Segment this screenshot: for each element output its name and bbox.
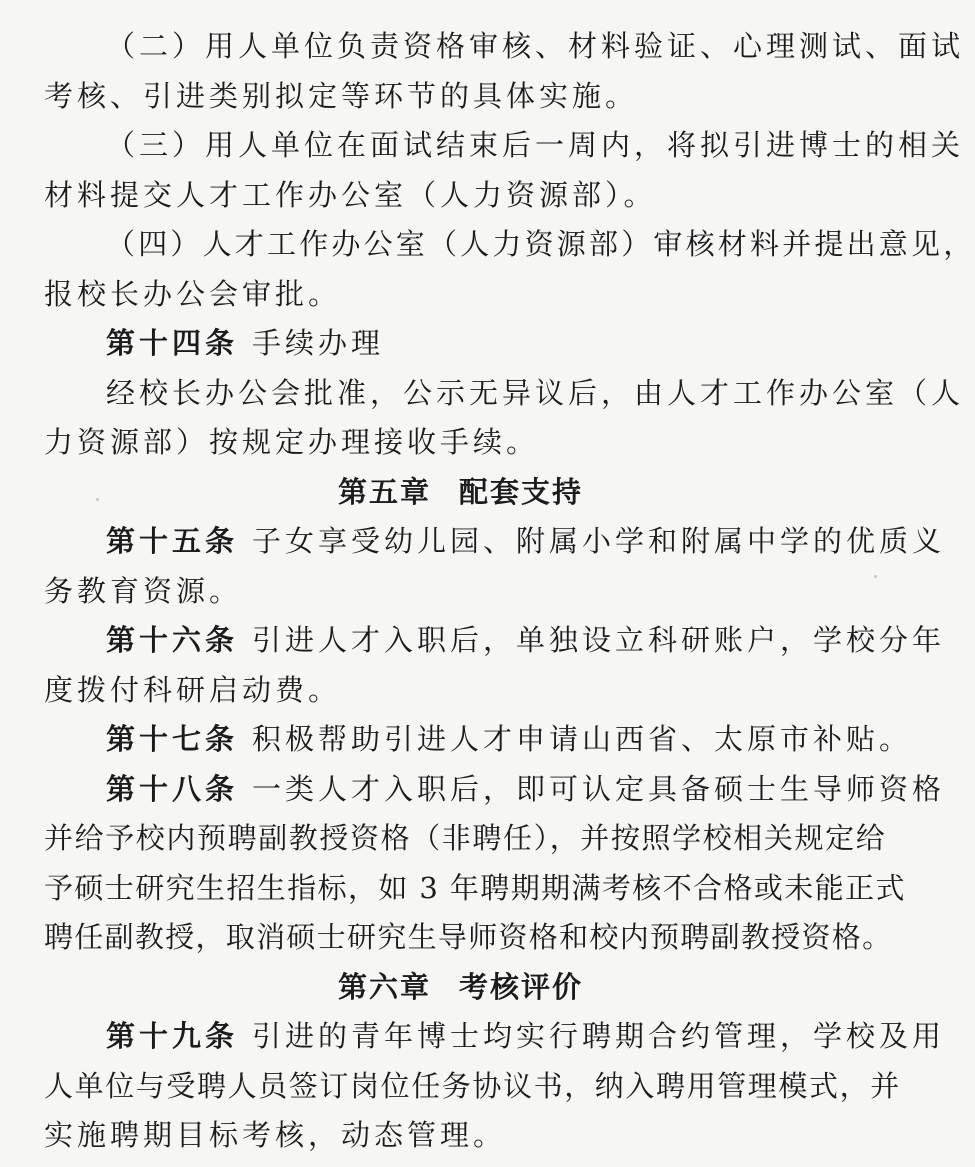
chapter-5-title: 配套支持 bbox=[459, 474, 584, 509]
article-17-label: 第十七条 bbox=[106, 722, 239, 756]
article-19 bbox=[44, 1012, 946, 1062]
chapter-6-number: 第六章 bbox=[337, 969, 431, 1004]
scan-speck bbox=[96, 498, 99, 501]
article-16 bbox=[44, 616, 946, 666]
scan-speck bbox=[874, 575, 877, 578]
article-15 bbox=[44, 517, 946, 567]
paragraph-line: 度拨付科研启动费。 bbox=[44, 672, 342, 707]
article-14-title: 手续办理 bbox=[252, 326, 385, 360]
chapter-5-number: 第五章 bbox=[337, 474, 431, 509]
paragraph-line: 予硕士研究生招生指标，如 3 年聘期期满考核不合格或未能正式 bbox=[44, 870, 906, 905]
paragraph-line: 聘任副教授，取消硕士研究生导师资格和校内预聘副教授资格。 bbox=[44, 920, 893, 954]
chapter-5-heading bbox=[44, 468, 887, 518]
article-16-text: 引进人才入职后，单独设立科研账户，学校分年 bbox=[252, 623, 946, 657]
chapter-6-title: 考核评价 bbox=[459, 969, 584, 1004]
paragraph-line: 经校长办公会批准，公示无异议后，由人才工作办公室（人 bbox=[106, 375, 965, 410]
article-17-text: 积极帮助引进人才申请山西省、太原市补贴。 bbox=[252, 722, 913, 756]
paragraph-line: 考核、引进类别拟定等环节的具体实施。 bbox=[44, 78, 639, 113]
paragraph-line: 报校长办公会审批。 bbox=[44, 276, 342, 311]
paragraph-line: （四）人才工作办公室（人力资源部）审核材料并提出意见， bbox=[106, 227, 975, 261]
paragraph-line: 力资源部）按规定办理接收手续。 bbox=[44, 425, 540, 459]
article-16-label: 第十六条 bbox=[106, 623, 239, 657]
article-18-label: 第十八条 bbox=[106, 771, 239, 806]
paragraph-line: 务教育资源。 bbox=[44, 573, 243, 608]
article-14-heading bbox=[44, 319, 887, 369]
article-15-label: 第十五条 bbox=[106, 524, 239, 558]
article-14-label: 第十四条 bbox=[106, 326, 239, 360]
paragraph-line: 人单位与受聘人员签订岗位任务协议书，纳入聘用管理模式，并 bbox=[44, 1068, 901, 1103]
article-18 bbox=[44, 765, 946, 815]
article-19-label: 第十九条 bbox=[106, 1019, 239, 1053]
paragraph-line: 实施聘期目标考核，动态管理。 bbox=[44, 1118, 507, 1152]
paragraph-line: 材料提交人才工作办公室（人力资源部）。 bbox=[44, 177, 657, 212]
paragraph-line: 并给予校内预聘副教授资格（非聘任），并按照学校相关规定给 bbox=[44, 821, 887, 855]
article-17 bbox=[44, 715, 913, 765]
paragraph-line: （二）用人单位负责资格审核、材料验证、心理测试、面试 bbox=[106, 29, 965, 63]
paragraph-line: （三）用人单位在面试结束后一周内，将拟引进博士的相关 bbox=[106, 128, 965, 162]
article-15-text: 子女享受幼儿园、附属小学和附属中学的优质义 bbox=[252, 524, 946, 558]
article-19-text: 引进的青年博士均实行聘期合约管理，学校及用 bbox=[252, 1019, 946, 1053]
article-18-text: 一类人才入职后，即可认定具备硕士生导师资格 bbox=[252, 771, 946, 806]
chapter-6-heading bbox=[44, 963, 887, 1013]
